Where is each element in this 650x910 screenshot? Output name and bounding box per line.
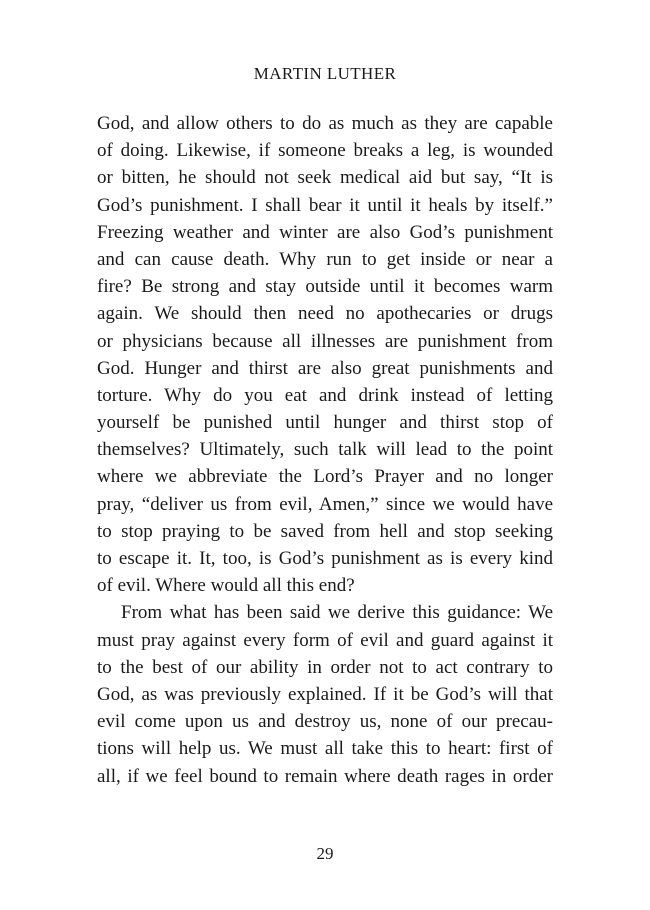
text-line: to escape it. It, too, is God’s punishment as is every kind bbox=[97, 548, 553, 569]
text-line: evil come upon us and destroy us, none of our precau- bbox=[97, 711, 553, 733]
paragraph-1 bbox=[97, 110, 553, 599]
text-line: yourself be punished until hunger and thirst stop of bbox=[97, 412, 553, 434]
paragraph-2 bbox=[97, 599, 553, 789]
text-line: where we abbreviate the Lord’s Prayer and no longer bbox=[97, 466, 553, 488]
text-line: pray, “deliver us from evil, Amen,” since we would have bbox=[97, 493, 553, 515]
text-line: or physicians because all illnesses are punishment from bbox=[97, 330, 553, 352]
text-line: torture. Why do you eat and drink instead of letting bbox=[97, 384, 553, 406]
page-number: 29 bbox=[316, 844, 334, 863]
text-line: fire? Be strong and stay outside until it becomes warm bbox=[97, 276, 553, 298]
text-line: Freezing weather and winter are also God’s punishment bbox=[97, 221, 553, 243]
text-line: God. Hunger and thirst are also great punishments and bbox=[97, 357, 553, 379]
text-line: again. We should then need no apothecaries or drugs bbox=[97, 303, 553, 325]
text-line: to the best of our ability in order not to act contrary to bbox=[97, 656, 553, 678]
text-line: or bitten, he should not seek medical aid but say, “It is bbox=[97, 167, 553, 189]
text-line: of doing. Likewise, if someone breaks a leg, is wounded bbox=[97, 140, 553, 162]
text-line: God, as was previously explained. If it be God’s will that bbox=[97, 683, 553, 705]
text-line: God, and allow others to do as much as they are capable bbox=[97, 113, 553, 134]
text-line: God’s punishment. I shall bear it until it heals by itself.” bbox=[97, 194, 553, 216]
text-line: themselves? Ultimately, such talk will lead to the point bbox=[97, 439, 553, 461]
text-line: and can cause death. Why run to get inside or near a bbox=[97, 248, 553, 270]
text-line: of evil. Where would all this end? bbox=[97, 575, 355, 597]
body-text bbox=[97, 110, 553, 790]
text-line: must pray against every form of evil and guard against it bbox=[97, 629, 553, 651]
text-line: all, if we feel bound to remain where death rages in order bbox=[97, 765, 553, 787]
text-line: to stop praying to be saved from hell and stop seeking bbox=[97, 520, 553, 542]
running-head: MARTIN LUTHER bbox=[253, 64, 397, 83]
text-line: tions will help us. We must all take this to heart: first of bbox=[97, 738, 553, 760]
text-line: From what has been said we derive this guidance: We bbox=[121, 602, 553, 624]
